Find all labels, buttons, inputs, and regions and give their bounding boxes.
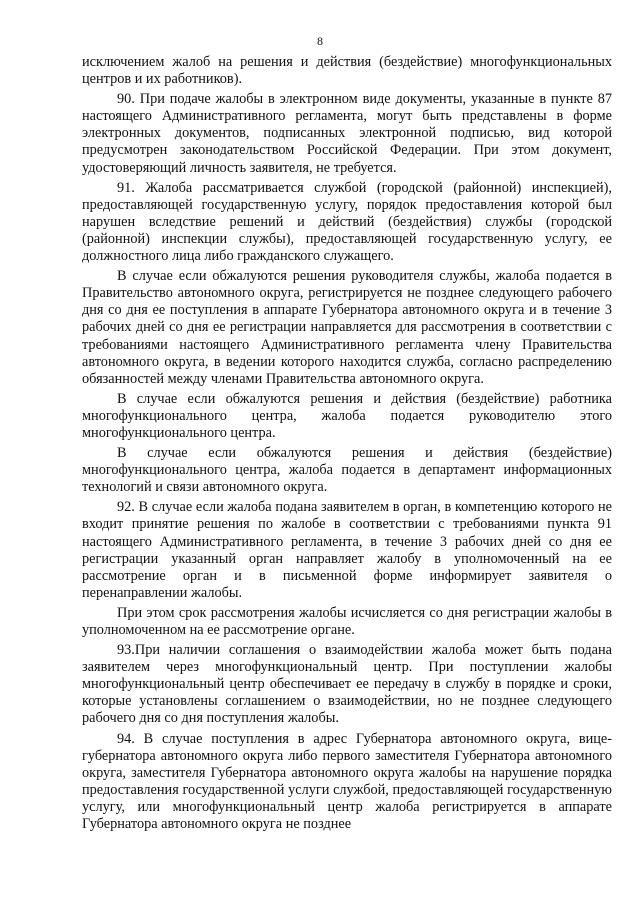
paragraph-continuation: исключением жалоб на решения и действия (бездействие) многофункциональных центров и их работников).	[82, 54, 612, 88]
paragraph-94: 94. В случае поступления в адрес Губернатора автономного округа, вице-губернатора автономного округа либо первого заместителя Губернатора автономного округа, заместителя Губернатора автономного округа жалобы на нарушение порядка предоставления государственной услуги службой, предоставляющей государственную услугу, или многофункциональный центр жалоба регистрируется в аппарате Губернатора автономного округа не позднее	[82, 730, 612, 833]
paragraph-91-head-of-service: В случае если обжалуются решения руководителя службы, жалоба подается в Правительство автономного округа, регистрируется не позднее следующего рабочего дня со дня ее поступления в аппарате Губернатора автономного округа и в течение 3 рабочих дней со дня ее регистрации направляется для рассмотрения в соответствии с требованиями настоящего Административного регламента члену Правительства автономного округа, в ведении которого находится служба, согласно распределению обязанностей между членами Правительства автономного округа.	[82, 268, 612, 387]
paragraph-93: 93.При наличии соглашения о взаимодействии жалоба может быть подана заявителем через многофункциональный центр. При поступлении жалобы многофункциональный центр обеспечивает ее передачу в службу в порядке и сроки, которые установлены соглашением о взаимодействии, но не позднее следующего рабочего дня со дня поступления жалобы.	[82, 642, 612, 727]
paragraph-92-term: При этом срок рассмотрения жалобы исчисляется со дня регистрации жалобы в уполномоченном на ее рассмотрение органе.	[82, 604, 612, 638]
paragraph-91-mfc-worker: В случае если обжалуются решения и действия (бездействие) работника многофункционального центра, жалоба подается руководителю этого многофункционального центра.	[82, 390, 612, 441]
paragraph-90: 90. При подаче жалобы в электронном виде документы, указанные в пункте 87 настоящего Административного регламента, могут быть представлены в форме электронных документов, подписанных электронной подписью, вид которой предусмотрен законодательством Российской Федерации. При этом документ, удостоверяющий личность заявителя, не требуется.	[82, 91, 612, 176]
page-number: 8	[317, 34, 323, 48]
paragraph-91-mfc: В случае если обжалуются решения и действия (бездействие) многофункционального центра, жалоба подается в департамент информационных технологий и связи автономного округа.	[82, 445, 612, 496]
document-body	[82, 54, 612, 836]
paragraph-92: 92. В случае если жалоба подана заявителем в орган, в компетенцию которого не входит принятие решения по жалобе в соответствии с требованиями пункта 91 настоящего Административного регламента, в течение 3 рабочих дней со дня ее регистрации указанный орган направляет жалобу в уполномоченный на ее рассмотрение орган и в письменной форме информирует заявителя о перенаправлении жалобы.	[82, 499, 612, 601]
paragraph-91: 91. Жалоба рассматривается службой (городской (районной) инспекцией), предоставляющей государственную услугу, порядок предоставления которой был нарушен вследствие решений и действий (бездействия) службы (городской (районной) инспекции службы), предоставляющей государственную услугу, ее должностного лица либо гражданского служащего.	[82, 179, 612, 265]
